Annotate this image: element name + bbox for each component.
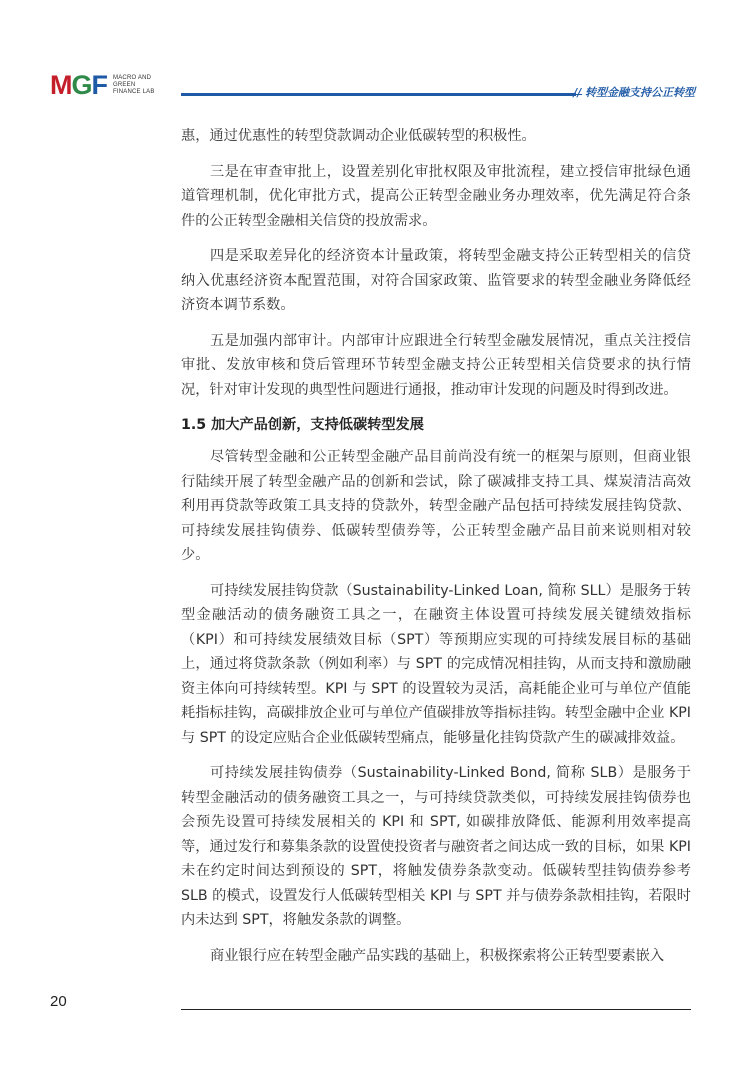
logo-letter-m: M xyxy=(50,70,72,100)
paragraph: 惠，通过优惠性的转型贷款调动企业低碳转型的积极性。 xyxy=(181,128,536,144)
section-heading: 1.5 加大产品创新，支持低碳转型发展 xyxy=(181,417,424,433)
footer-rule xyxy=(181,1009,691,1010)
paragraph: 商业银行应在转型金融产品实践的基础上，积极探索将公正转型要素嵌入 xyxy=(210,947,665,964)
paragraph: 尽管转型金融和公正转型金融产品目前尚没有统一的框架与原则，但商业银行陆续开展了转型金融产品的创新和尝试，除了碳减排支持工具、煤炭清洁高效利用再贷款等政策工具支持的贷款外，转型金融产品包括可持续发展挂钩贷款、可持续发展挂钩债券、低碳转型债券等，公正转型金融产品目前来说则相对较少。 xyxy=(181,449,691,563)
page-body xyxy=(181,124,691,979)
page-header xyxy=(0,0,755,110)
logo-caption-line-3: FINANCE LAB xyxy=(113,88,155,95)
logo-caption xyxy=(113,75,155,96)
header-rule xyxy=(181,93,576,96)
paragraph: 五是加强内部审计。内部审计应跟进全行转型金融发展情况，重点关注授信审批、发放审核和贷后管理环节转型金融支持公正转型相关信贷要求的执行情况，针对审计发现的典型性问题进行通报，推动审计发现的问题及时得到改进。 xyxy=(181,332,691,398)
logo-mark xyxy=(50,70,107,100)
logo-caption-line-2: GREEN xyxy=(113,81,136,88)
page-number: 20 xyxy=(50,993,67,1010)
paragraph: 可持续发展挂钩贷款（Sustainability-Linked Loan, 简称 SLL）是服务于转型金融活动的债务融资工具之一，在融资主体设置可持续发展关键绩效指标（KPI）和可持续发展绩效目标（SPT）等预期应实现的可持续发展目标的基础上，通过将贷款条款（例如利率）与 SPT 的完成情况相挂钩，从而支持和激励融资主体向可持续转型。KPI 与 SPT 的设置较为灵活，高耗能企业可与单位产值能耗指标挂钩，高碳排放企业可与单位产值碳排放等指标挂钩。转型金融中企业 KPI 与 SPT 的设定应贴合企业低碳转型痛点，能够量化挂钩贷款产生的碳减排效益。 xyxy=(181,582,691,746)
paragraph: 四是采取差异化的经济资本计量政策，将转型金融支持公正转型相关的信贷纳入优惠经济资本配置范围，对符合国家政策、监管要求的转型金融业务降低经济资本调节系数。 xyxy=(181,248,691,313)
paragraph: 可持续发展挂钩债券（Sustainability-Linked Bond, 简称 SLB）是服务于转型金融活动的债务融资工具之一，与可持续贷款类似，可持续发展挂钩债券也会预先设置可持续发展相关的 KPI 和 SPT, 如碳排放降低、能源利用效率提高等，通过发行和募集条款的设置使投资者与融资者之间达成一致的目标，如果 KPI 未在约定时间达到预设的 SPT，将触发债券条款变动。低碳转型挂钩债券参考 SLB 的模式，设置发行人低碳转型相关 KPI 与 SPT 并与债券条款相挂钩，若限时内未达到 SPT，将触发条款的调整。 xyxy=(181,765,691,928)
running-title: // 转型金融支持公正转型 xyxy=(573,86,695,99)
logo-letter-g: G xyxy=(71,70,92,100)
logo-letter-f: F xyxy=(91,70,108,100)
paragraph: 三是在审查审批上，设置差别化审批权限及审批流程，建立授信审批绿色通道管理机制，优化审批方式，提高公正转型金融业务办理效率，优先满足符合条件的公正转型金融相关信贷的投放需求。 xyxy=(181,163,691,229)
mgf-logo xyxy=(50,70,155,100)
logo-caption-line-1: MACRO AND xyxy=(113,74,152,81)
